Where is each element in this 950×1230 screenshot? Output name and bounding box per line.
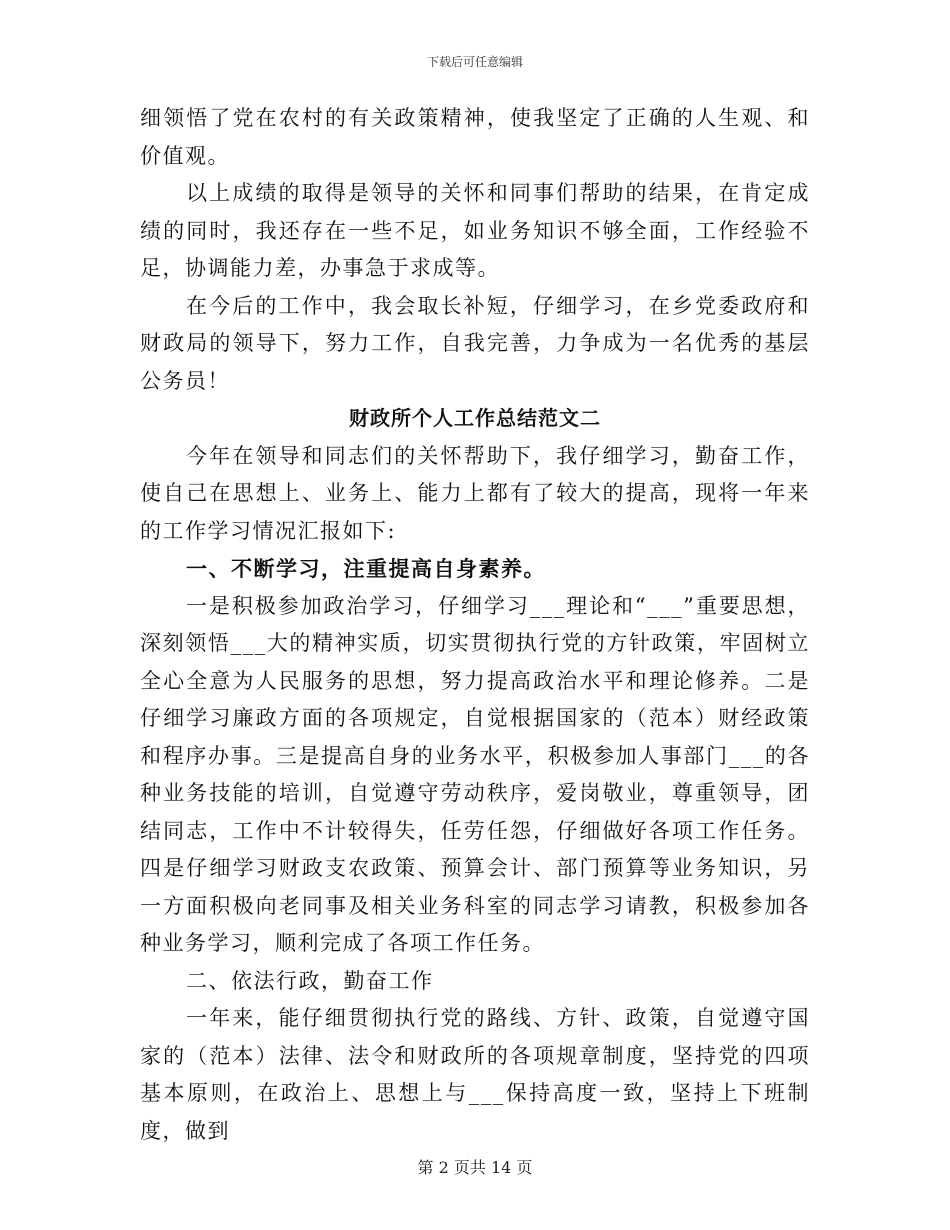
section-title: 财政所个人工作总结范文二 [349,406,601,430]
heading-1: 一、不断学习，注重提高自身素养。 [186,556,546,581]
paragraph-1: 细领悟了党在农村的有关政策精神，使我坚定了正确的人生观、和价值观。 [140,106,810,168]
paragraph-2: 以上成绩的取得是领导的关怀和同事们帮助的结果，在肯定成绩的同时，我还存在一些不足，如业务知识不够全面，工作经验不足，协调能力差，办事急于求成等。 [140,181,810,280]
document-body [140,100,810,1150]
heading-2: 二、依法行政，勤奋工作 [186,968,434,993]
page-footer: 第 2 页共 14 页 [417,1158,533,1177]
paragraph-3: 在今后的工作中，我会取长补短，仔细学习，在乡党委政府和财政局的领导下，努力工作，自我完善，力争成为一名优秀的基层公务员！ [140,293,810,393]
paragraph-6: 一年来，能仔细贯彻执行党的路线、方针、政策，自觉遵守国家的（范本）法律、法令和财政所的各项规章制度，坚持党的四项基本原则，在政治上、思想上与___保持高度一致，坚持上下班制度，做到 [140,1006,810,1143]
paragraph-4: 今年在领导和同志们的关怀帮助下，我仔细学习，勤奋工作，使自己在思想上、业务上、能力上都有了较大的提高，现将一年来的工作学习情况汇报如下: [140,443,810,543]
paragraph-5: 一是积极参加政治学习，仔细学习___理论和“___”重要思想，深刻领悟___大的精神实质，切实贯彻执行党的方针政策，牢固树立全心全意为人民服务的思想，努力提高政治水平和理论修养。二是仔细学习廉政方面的各项规定，自觉根据国家的（范本）财经政策和程序办事。三是提高自身的业务水平，积极参加人事部门___的各种业务技能的培训，自觉遵守劳动秩序，爱岗敬业，尊重领导，团结同志，工作中不计较得失，任劳任怨，仔细做好各项工作任务。四是仔细学习财政支农政策、预算会计、部门预算等业务知识，另一方面积极向老同事及相关业务科室的同志学习请教，积极参加各种业务学习，顺利完成了各项工作任务。 [140,593,810,955]
page-header: 下载后可任意编辑 [426,55,523,69]
